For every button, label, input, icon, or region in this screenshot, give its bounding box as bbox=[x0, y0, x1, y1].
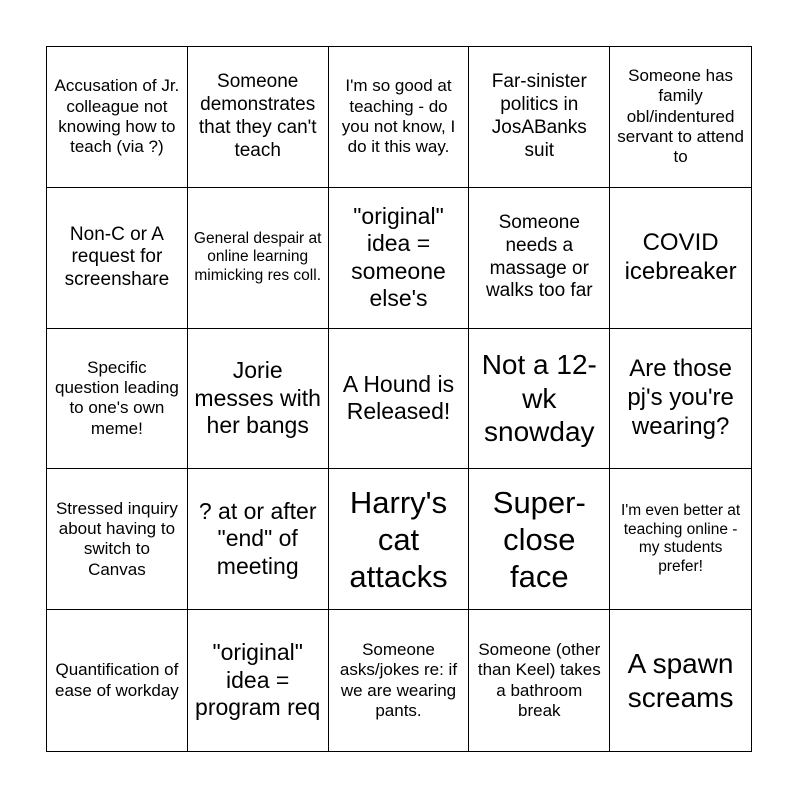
bingo-square[interactable]: A spawn screams bbox=[627, 648, 734, 713]
bingo-square[interactable]: Quantification of ease of workday bbox=[47, 610, 188, 751]
bingo-square[interactable]: Non-C or A request for screenshare bbox=[47, 188, 188, 329]
bingo-square[interactable]: "original" idea = program req bbox=[188, 610, 329, 751]
bingo-square[interactable]: COVID icebreaker bbox=[610, 188, 751, 329]
bingo-square[interactable]: Someone asks/jokes re: if we are wearing pants. bbox=[329, 610, 470, 751]
bingo-square[interactable]: Accusation of Jr. colleague not knowing how to teach (via ?) bbox=[47, 47, 188, 188]
bingo-square[interactable]: Harry's cat attacks bbox=[329, 469, 470, 610]
bingo-square[interactable]: I'm even better at teaching online - my students prefer! bbox=[610, 469, 751, 610]
bingo-square[interactable]: Someone (other than Keel) takes a bathroom break bbox=[469, 610, 610, 751]
bingo-square[interactable]: "original" idea = someone else's bbox=[329, 188, 470, 329]
bingo-square[interactable]: ? at or after "end" of meeting bbox=[188, 469, 329, 610]
bingo-square[interactable]: General despair at online learning mimicking res coll. bbox=[188, 188, 329, 329]
bingo-card bbox=[46, 46, 752, 752]
bingo-square[interactable]: Stressed inquiry about having to switch to Canvas bbox=[47, 469, 188, 610]
bingo-square[interactable]: Not a 12-wk snowday bbox=[469, 329, 610, 470]
bingo-square[interactable]: I'm so good at teaching - do you not know, I do it this way. bbox=[329, 47, 470, 188]
bingo-square[interactable]: Jorie messes with her bangs bbox=[188, 329, 329, 470]
bingo-square[interactable]: Someone needs a massage or walks too far bbox=[469, 188, 610, 329]
bingo-square[interactable]: Are those pj's you're wearing? bbox=[610, 329, 751, 470]
bingo-square[interactable]: Specific question leading to one's own meme! bbox=[47, 329, 188, 470]
bingo-square[interactable]: A Hound is Released! bbox=[329, 329, 470, 470]
bingo-square[interactable]: Someone demonstrates that they can't teach bbox=[188, 47, 329, 188]
bingo-square[interactable]: Super-close face bbox=[469, 469, 610, 610]
bingo-square[interactable]: Someone has family obl/indentured servant to attend to bbox=[610, 47, 751, 188]
bingo-square[interactable]: Far-sinister politics in JosABanks suit bbox=[469, 47, 610, 188]
